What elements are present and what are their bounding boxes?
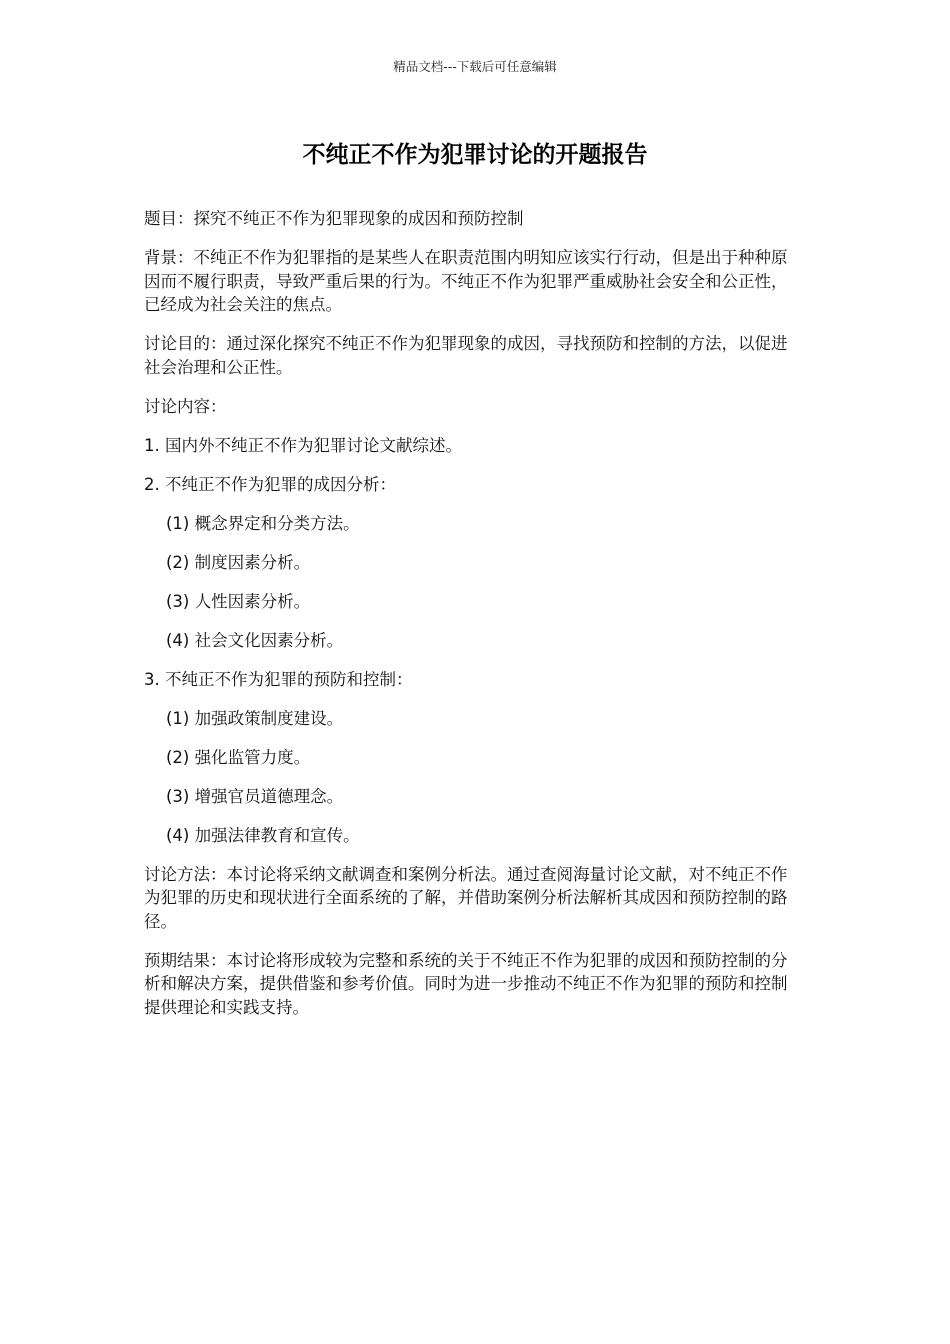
method-paragraph: 讨论方法：本讨论将采纳文献调查和案例分析法。通过查阅海量讨论文献，对不纯正不作为犯罪的历史和现状进行全面系统的了解，并借助案例分析法解析其成因和预防控制的路径。 [144,864,788,931]
expected-paragraph: 预期结果：本讨论将形成较为完整和系统的关于不纯正不作为犯罪的成因和预防控制的分析和解决方案，提供借鉴和参考价值。同时为进一步推动不纯正不作为犯罪的预防和控制提供理论和实践支持。 [144,950,788,1017]
topic-paragraph: 题目：探究不纯正不作为犯罪现象的成因和预防控制 [144,209,524,228]
list-item: 3. 不纯正不作为犯罪的预防和控制： [144,669,413,689]
content-label: 讨论内容： [144,396,227,416]
sub-list-item: (1) 加强政策制度建设。 [166,708,344,728]
sub-list-item: (2) 强化监管力度。 [166,747,311,767]
list-item: 1. 国内外不纯正不作为犯罪讨论文献综述。 [144,435,462,455]
sub-list-item: (1) 概念界定和分类方法。 [166,513,360,533]
sub-list-item: (2) 制度因素分析。 [166,552,311,572]
sub-list-item: (4) 社会文化因素分析。 [166,630,344,650]
sub-list-item: (3) 增强官员道德理念。 [166,786,344,806]
background-paragraph: 背景：不纯正不作为犯罪指的是某些人在职责范围内明知应该实行行动，但是出于种种原因而不履行职责，导致严重后果的行为。不纯正不作为犯罪严重威胁社会安全和公正性，已经成为社会关注的焦点。 [144,248,788,314]
sub-list-item: (3) 人性因素分析。 [166,591,311,611]
purpose-paragraph: 讨论目的：通过深化探究不纯正不作为犯罪现象的成因，寻找预防和控制的方法，以促进社会治理和公正性。 [144,334,788,377]
page-header: 精品文档---下载后可任意编辑 [393,59,557,74]
list-item: 2. 不纯正不作为犯罪的成因分析： [144,474,396,494]
document-body [144,207,796,1035]
sub-list-item: (4) 加强法律教育和宣传。 [166,825,360,845]
document-title: 不纯正不作为犯罪讨论的开题报告 [302,142,648,168]
